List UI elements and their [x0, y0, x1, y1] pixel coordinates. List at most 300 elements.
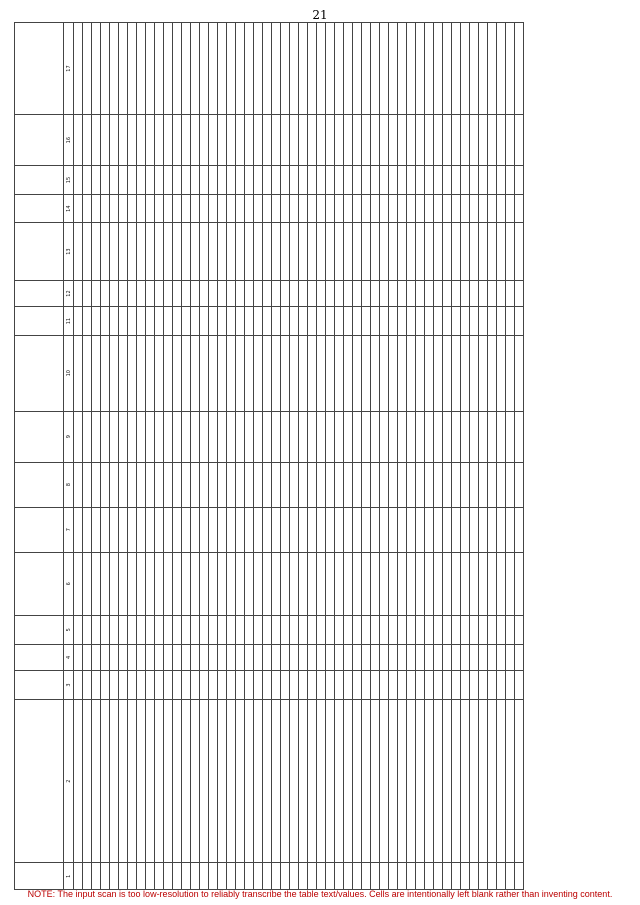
- table-cell: [398, 307, 407, 336]
- table-cell: [245, 194, 254, 223]
- table-cell: [434, 223, 443, 280]
- table-cell: [191, 23, 200, 115]
- table-cell: [263, 411, 272, 462]
- header-cell: [15, 699, 64, 863]
- table-cell: [92, 23, 101, 115]
- table-cell: [227, 552, 236, 615]
- table-cell: [479, 671, 488, 700]
- table-cell: [488, 307, 497, 336]
- table-cell: [506, 194, 515, 223]
- table-cell: [389, 280, 398, 307]
- table-cell: [83, 552, 92, 615]
- table-cell: [128, 462, 137, 507]
- table-cell: [119, 23, 128, 115]
- table-cell: [101, 507, 110, 552]
- table-cell: [137, 411, 146, 462]
- table-cell: [119, 462, 128, 507]
- table-row: [110, 23, 119, 890]
- table-cell: [74, 115, 83, 166]
- table-cell: [236, 671, 245, 700]
- table-cell: [146, 307, 155, 336]
- table-row: [92, 23, 101, 890]
- table-cell: [362, 280, 371, 307]
- table-cell: [227, 335, 236, 411]
- table-cell: [380, 863, 389, 890]
- table-cell: [371, 671, 380, 700]
- table-cell: [209, 23, 218, 115]
- table-cell: [155, 699, 164, 863]
- table-cell: [83, 115, 92, 166]
- table-cell: [209, 335, 218, 411]
- table-cell: [209, 552, 218, 615]
- table-cell: [488, 616, 497, 645]
- table-cell: [335, 23, 344, 115]
- table-cell: [128, 23, 137, 115]
- table-cell: [236, 552, 245, 615]
- table-row: [236, 23, 245, 890]
- table-cell: [173, 411, 182, 462]
- table-cell: [479, 223, 488, 280]
- table-cell: [380, 644, 389, 671]
- table-cell: [389, 699, 398, 863]
- table-cell: [362, 194, 371, 223]
- table-cell: [101, 166, 110, 195]
- table-cell: [452, 699, 461, 863]
- table-cell: [434, 166, 443, 195]
- table-cell: [470, 507, 479, 552]
- table-cell: [227, 411, 236, 462]
- table-cell: [74, 507, 83, 552]
- table-cell: [119, 223, 128, 280]
- table-cell: [371, 23, 380, 115]
- header-cell: [15, 223, 64, 280]
- table-row: [308, 23, 317, 890]
- table-cell: [209, 411, 218, 462]
- table-cell: [344, 411, 353, 462]
- table-cell: [470, 166, 479, 195]
- table-cell: [335, 307, 344, 336]
- table-cell: [389, 552, 398, 615]
- table-cell: [335, 507, 344, 552]
- header-index-cell: 1: [64, 863, 74, 890]
- table-cell: [515, 462, 524, 507]
- table-cell: [74, 552, 83, 615]
- table-cell: [335, 552, 344, 615]
- table-cell: [92, 644, 101, 671]
- header-cell: [15, 280, 64, 307]
- table-cell: [506, 552, 515, 615]
- header-index-cell: 13: [64, 223, 74, 280]
- table-cell: [380, 223, 389, 280]
- table-cell: [470, 462, 479, 507]
- table-cell: [173, 552, 182, 615]
- table-cell: [200, 462, 209, 507]
- table-cell: [416, 462, 425, 507]
- table-cell: [416, 223, 425, 280]
- rotated-table-viewport: [14, 22, 626, 890]
- header-cell: [15, 671, 64, 700]
- table-cell: [470, 115, 479, 166]
- table-cell: [416, 671, 425, 700]
- table-cell: [389, 307, 398, 336]
- table-row: [74, 23, 83, 890]
- table-cell: [389, 462, 398, 507]
- table-cell: [299, 335, 308, 411]
- table-cell: [101, 280, 110, 307]
- table-row: [353, 23, 362, 890]
- table-cell: [389, 507, 398, 552]
- table-cell: [344, 644, 353, 671]
- table-cell: [74, 280, 83, 307]
- table-cell: [146, 699, 155, 863]
- table-cell: [416, 644, 425, 671]
- table-cell: [290, 863, 299, 890]
- table-cell: [218, 863, 227, 890]
- table-cell: [101, 552, 110, 615]
- header-cell: [15, 552, 64, 615]
- table-cell: [245, 671, 254, 700]
- table-cell: [263, 115, 272, 166]
- legibility-notice: NOTE: The input scan is too low-resolution to reliably transcribe the table text/values. Cells are intentionally left blank rather than inventing content.: [27, 889, 613, 899]
- table-cell: [74, 194, 83, 223]
- table-cell: [389, 223, 398, 280]
- table-cell: [380, 307, 389, 336]
- table-cell: [83, 863, 92, 890]
- table-cell: [434, 644, 443, 671]
- table-cell: [326, 507, 335, 552]
- table-cell: [515, 699, 524, 863]
- table-cell: [254, 307, 263, 336]
- table-cell: [506, 462, 515, 507]
- table-cell: [497, 307, 506, 336]
- table-cell: [83, 23, 92, 115]
- table-cell: [398, 462, 407, 507]
- page-number: 21: [312, 8, 328, 22]
- table-cell: [353, 223, 362, 280]
- table-cell: [497, 552, 506, 615]
- table-cell: [344, 115, 353, 166]
- table-cell: [263, 616, 272, 645]
- table-cell: [443, 411, 452, 462]
- table-cell: [416, 507, 425, 552]
- table-cell: [326, 335, 335, 411]
- table-cell: [299, 699, 308, 863]
- table-cell: [317, 23, 326, 115]
- table-cell: [110, 307, 119, 336]
- table-cell: [488, 552, 497, 615]
- table-cell: [173, 194, 182, 223]
- table-cell: [128, 194, 137, 223]
- table-cell: [470, 699, 479, 863]
- table-cell: [497, 644, 506, 671]
- table-cell: [128, 552, 137, 615]
- table-cell: [92, 462, 101, 507]
- table-cell: [92, 307, 101, 336]
- table-cell: [236, 115, 245, 166]
- table-cell: [371, 863, 380, 890]
- table-cell: [254, 552, 263, 615]
- table-cell: [497, 335, 506, 411]
- table-cell: [506, 644, 515, 671]
- table-cell: [425, 699, 434, 863]
- table-cell: [191, 307, 200, 336]
- table-cell: [290, 671, 299, 700]
- table-cell: [407, 194, 416, 223]
- table-cell: [263, 644, 272, 671]
- table-cell: [83, 616, 92, 645]
- table-cell: [443, 23, 452, 115]
- table-cell: [488, 644, 497, 671]
- header-index-cell: 8: [64, 462, 74, 507]
- table-cell: [461, 223, 470, 280]
- table-cell: [227, 507, 236, 552]
- table-cell: [407, 699, 416, 863]
- table-cell: [398, 671, 407, 700]
- table-cell: [83, 507, 92, 552]
- table-cell: [236, 699, 245, 863]
- table-cell: [407, 411, 416, 462]
- table-cell: [416, 194, 425, 223]
- table-cell: [137, 644, 146, 671]
- table-cell: [461, 552, 470, 615]
- table-cell: [326, 194, 335, 223]
- table-cell: [515, 552, 524, 615]
- table-cell: [425, 115, 434, 166]
- table-cell: [245, 863, 254, 890]
- table-cell: [191, 194, 200, 223]
- table-cell: [200, 699, 209, 863]
- table-cell: [128, 616, 137, 645]
- table-cell: [308, 671, 317, 700]
- table-cell: [461, 671, 470, 700]
- table-cell: [281, 671, 290, 700]
- table-cell: [254, 671, 263, 700]
- table-cell: [218, 671, 227, 700]
- table-cell: [452, 462, 461, 507]
- table-cell: [371, 644, 380, 671]
- table-cell: [416, 699, 425, 863]
- table-cell: [155, 280, 164, 307]
- table-cell: [92, 411, 101, 462]
- table-cell: [236, 280, 245, 307]
- table-cell: [83, 194, 92, 223]
- table-cell: [272, 307, 281, 336]
- table-cell: [443, 223, 452, 280]
- table-cell: [290, 699, 299, 863]
- table-cell: [218, 644, 227, 671]
- table-cell: [344, 23, 353, 115]
- table-cell: [254, 411, 263, 462]
- table-cell: [74, 462, 83, 507]
- table-cell: [335, 280, 344, 307]
- table-cell: [128, 115, 137, 166]
- table-row: [335, 23, 344, 890]
- table-cell: [506, 307, 515, 336]
- table-row: [380, 23, 389, 890]
- table-cell: [101, 23, 110, 115]
- table-cell: [164, 115, 173, 166]
- table-cell: [506, 223, 515, 280]
- table-cell: [200, 671, 209, 700]
- table-cell: [236, 23, 245, 115]
- table-cell: [362, 644, 371, 671]
- table-cell: [119, 335, 128, 411]
- table-cell: [101, 223, 110, 280]
- header-cell: [15, 863, 64, 890]
- table-cell: [326, 616, 335, 645]
- table-cell: [164, 462, 173, 507]
- table-cell: [461, 462, 470, 507]
- header-index-cell: 16: [64, 115, 74, 166]
- table-cell: [425, 23, 434, 115]
- table-cell: [443, 166, 452, 195]
- table-cell: [254, 115, 263, 166]
- table-cell: [434, 280, 443, 307]
- table-cell: [236, 223, 245, 280]
- table-cell: [326, 462, 335, 507]
- table-cell: [272, 194, 281, 223]
- table-cell: [398, 507, 407, 552]
- table-cell: [200, 280, 209, 307]
- table-cell: [281, 462, 290, 507]
- table-cell: [209, 616, 218, 645]
- table-cell: [272, 699, 281, 863]
- table-cell: [182, 671, 191, 700]
- table-cell: [317, 863, 326, 890]
- table-cell: [254, 280, 263, 307]
- table-cell: [173, 23, 182, 115]
- table-cell: [191, 699, 200, 863]
- table-cell: [209, 699, 218, 863]
- table-cell: [443, 115, 452, 166]
- table-cell: [209, 115, 218, 166]
- table-cell: [335, 194, 344, 223]
- table-cell: [74, 335, 83, 411]
- table-cell: [479, 699, 488, 863]
- table-cell: [191, 335, 200, 411]
- table-cell: [380, 671, 389, 700]
- table-cell: [83, 411, 92, 462]
- table-cell: [416, 616, 425, 645]
- table-cell: [353, 411, 362, 462]
- table-cell: [119, 411, 128, 462]
- table-cell: [263, 223, 272, 280]
- table-row: [173, 23, 182, 890]
- table-row: [155, 23, 164, 890]
- table-cell: [362, 115, 371, 166]
- table-cell: [173, 166, 182, 195]
- table-cell: [398, 223, 407, 280]
- table-cell: [425, 194, 434, 223]
- table-cell: [110, 616, 119, 645]
- table-cell: [308, 307, 317, 336]
- table-cell: [119, 644, 128, 671]
- table-cell: [137, 699, 146, 863]
- table-cell: [335, 411, 344, 462]
- table-cell: [236, 863, 245, 890]
- table-cell: [218, 411, 227, 462]
- table-cell: [389, 616, 398, 645]
- table-cell: [308, 644, 317, 671]
- table-cell: [308, 507, 317, 552]
- table-cell: [308, 411, 317, 462]
- table-cell: [236, 616, 245, 645]
- table-row: [209, 23, 218, 890]
- table-cell: [218, 166, 227, 195]
- table-cell: [281, 166, 290, 195]
- table-cell: [173, 507, 182, 552]
- table-cell: [281, 616, 290, 645]
- table-row: [299, 23, 308, 890]
- table-cell: [281, 699, 290, 863]
- table-cell: [335, 616, 344, 645]
- table-cell: [362, 507, 371, 552]
- header-index-row: [64, 23, 74, 890]
- table-cell: [173, 335, 182, 411]
- table-cell: [326, 552, 335, 615]
- table-cell: [326, 23, 335, 115]
- table-cell: [362, 552, 371, 615]
- table-cell: [137, 307, 146, 336]
- table-row: [479, 23, 488, 890]
- table-cell: [308, 223, 317, 280]
- table-cell: [506, 115, 515, 166]
- table-cell: [119, 699, 128, 863]
- table-cell: [344, 863, 353, 890]
- table-row: [137, 23, 146, 890]
- table-cell: [389, 335, 398, 411]
- table-cell: [434, 863, 443, 890]
- table-row: [461, 23, 470, 890]
- table-cell: [515, 863, 524, 890]
- table-cell: [155, 411, 164, 462]
- table-cell: [110, 462, 119, 507]
- table-cell: [452, 223, 461, 280]
- table-cell: [209, 671, 218, 700]
- table-cell: [263, 335, 272, 411]
- table-cell: [128, 166, 137, 195]
- table-cell: [452, 863, 461, 890]
- table-cell: [200, 863, 209, 890]
- table-cell: [290, 411, 299, 462]
- table-cell: [110, 644, 119, 671]
- table-cell: [236, 507, 245, 552]
- table-cell: [209, 307, 218, 336]
- table-cell: [245, 507, 254, 552]
- table-cell: [443, 194, 452, 223]
- table-cell: [515, 411, 524, 462]
- table-cell: [488, 671, 497, 700]
- table-cell: [299, 644, 308, 671]
- table-cell: [515, 507, 524, 552]
- table-cell: [146, 644, 155, 671]
- table-cell: [191, 411, 200, 462]
- table-cell: [380, 335, 389, 411]
- table-cell: [146, 507, 155, 552]
- table-row: [272, 23, 281, 890]
- table-cell: [101, 863, 110, 890]
- table-cell: [344, 166, 353, 195]
- table-cell: [353, 23, 362, 115]
- header-index-cell: 5: [64, 616, 74, 645]
- table-cell: [173, 115, 182, 166]
- table-cell: [272, 166, 281, 195]
- table-cell: [218, 335, 227, 411]
- table-cell: [236, 335, 245, 411]
- table-cell: [470, 411, 479, 462]
- table-cell: [74, 616, 83, 645]
- table-cell: [182, 23, 191, 115]
